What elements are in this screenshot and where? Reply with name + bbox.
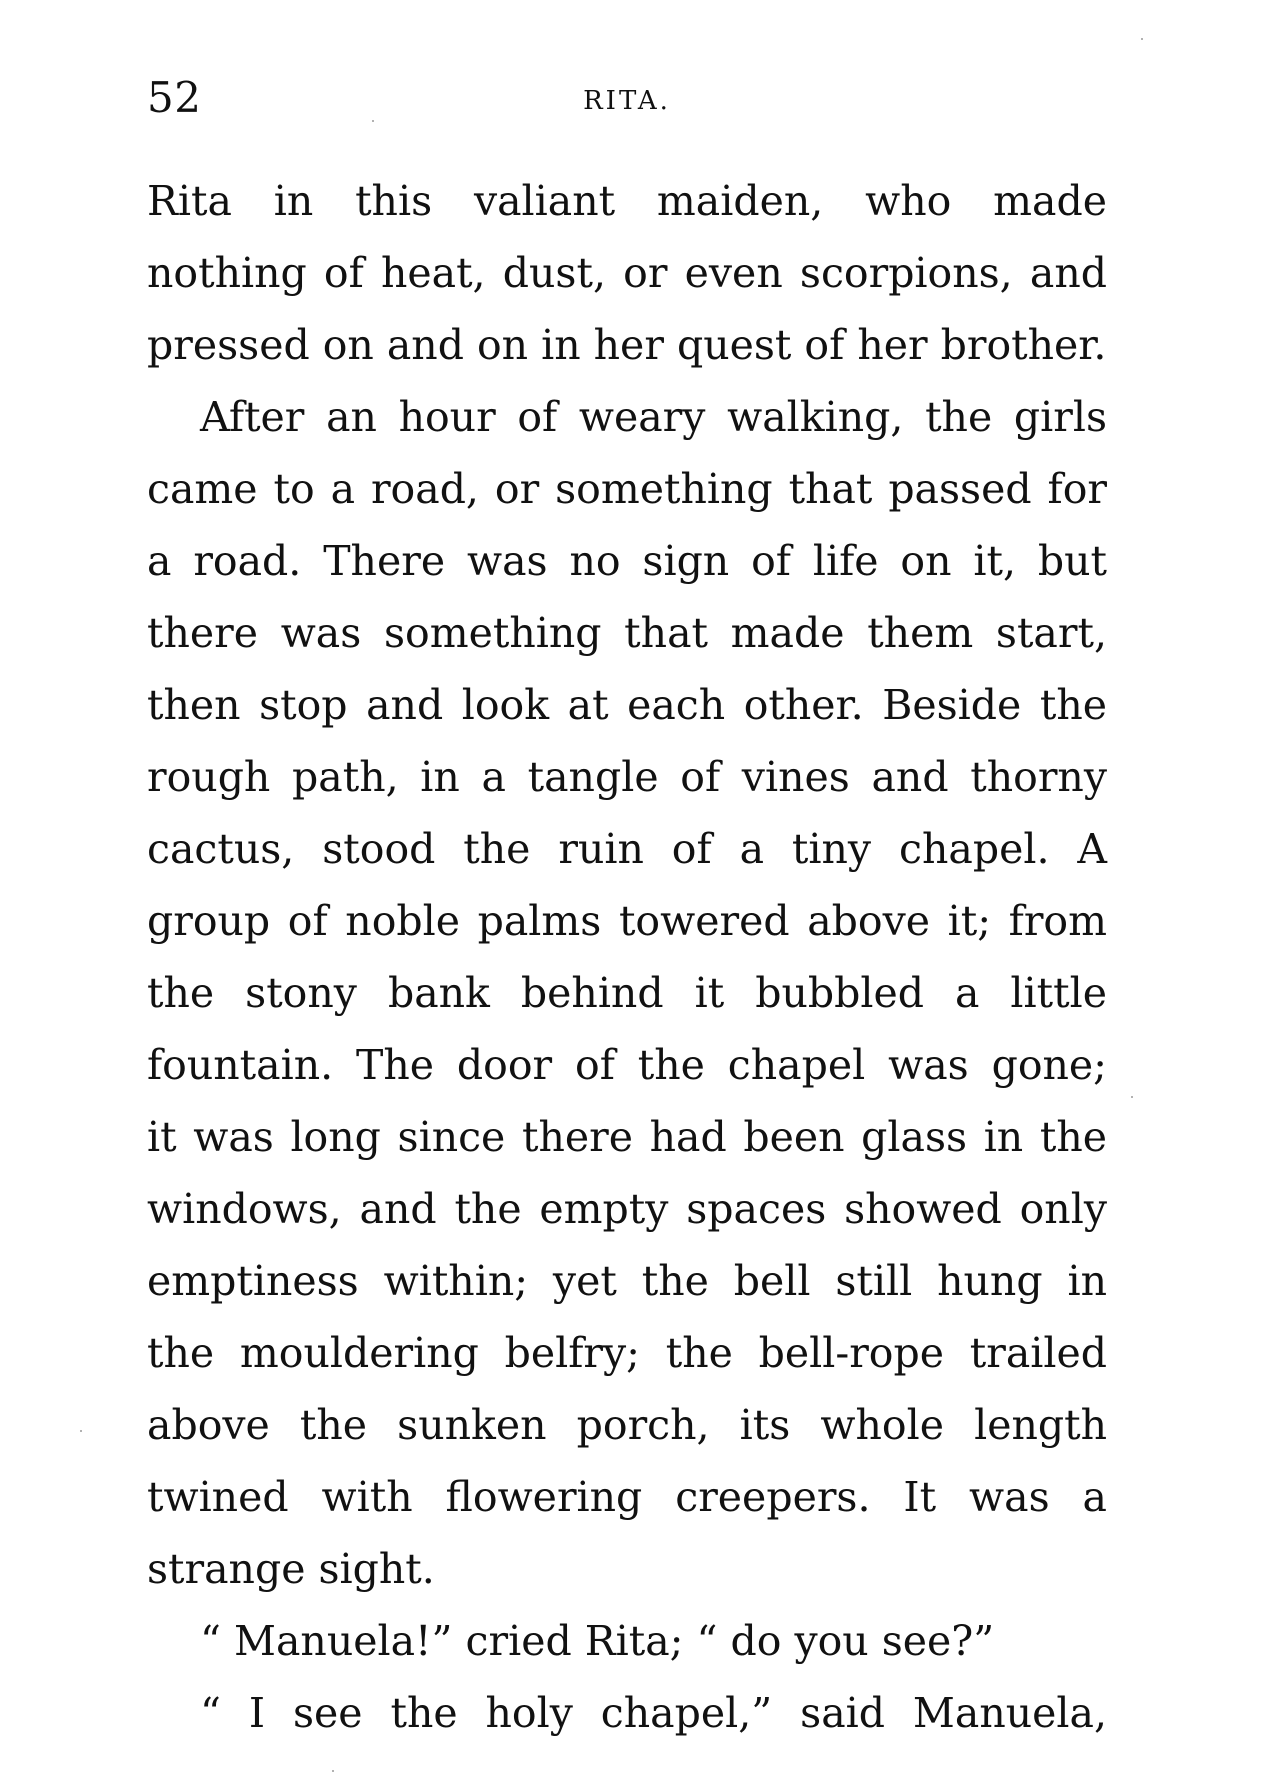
text-line: a road. There was no sign of life on it, but [147,537,1107,585]
paper-speck [372,120,374,122]
text-line: Rita in this valiant maiden, who made [147,177,1107,225]
text-line: After an hour of weary walking, the girls [200,393,1107,441]
text-line: then stop and look at each other. Beside the [147,681,1107,729]
text-line: came to a road, or something that passed for [147,465,1107,513]
text-line: cactus, stood the ruin of a tiny chapel. A [147,825,1107,873]
text-line: “ I see the holy chapel,” said Manuela, [200,1689,1107,1737]
text-line: there was something that made them start, [147,609,1107,657]
body-text [147,165,1107,1749]
paragraph-1 [147,165,1107,381]
text-line: “ Manuela!” cried Rita; “ do you see?” [200,1617,995,1665]
paragraph-4 [147,1677,1107,1749]
paper-speck [332,1770,334,1772]
paper-speck [80,1430,82,1432]
text-line: twined with flowering creepers. It was a [147,1473,1107,1521]
text-line: fountain. The door of the chapel was gone; [147,1041,1107,1089]
page-number: 52 [147,73,202,122]
text-line: rough path, in a tangle of vines and thorny [147,753,1107,801]
text-line: emptiness within; yet the bell still hung in [147,1257,1107,1305]
text-line: above the sunken porch, its whole length [147,1401,1107,1449]
text-line: strange sight. [147,1545,435,1593]
text-line: the stony bank behind it bubbled a little [147,969,1107,1017]
text-line: group of noble palms towered above it; from [147,897,1107,945]
paper-speck [1131,1096,1133,1098]
paper-speck [1141,38,1143,40]
paragraph-2 [147,381,1107,1605]
text-line: pressed on and on in her quest of her brother. [147,321,1107,369]
text-line: it was long since there had been glass in the [147,1113,1107,1161]
paragraph-3 [147,1605,1107,1677]
text-line: windows, and the empty spaces showed only [147,1185,1107,1233]
text-line: the mouldering belfry; the bell-rope trailed [147,1329,1107,1377]
running-title: RITA. [583,86,671,116]
text-line: nothing of heat, dust, or even scorpions, and [147,249,1107,297]
running-head [147,68,1107,128]
